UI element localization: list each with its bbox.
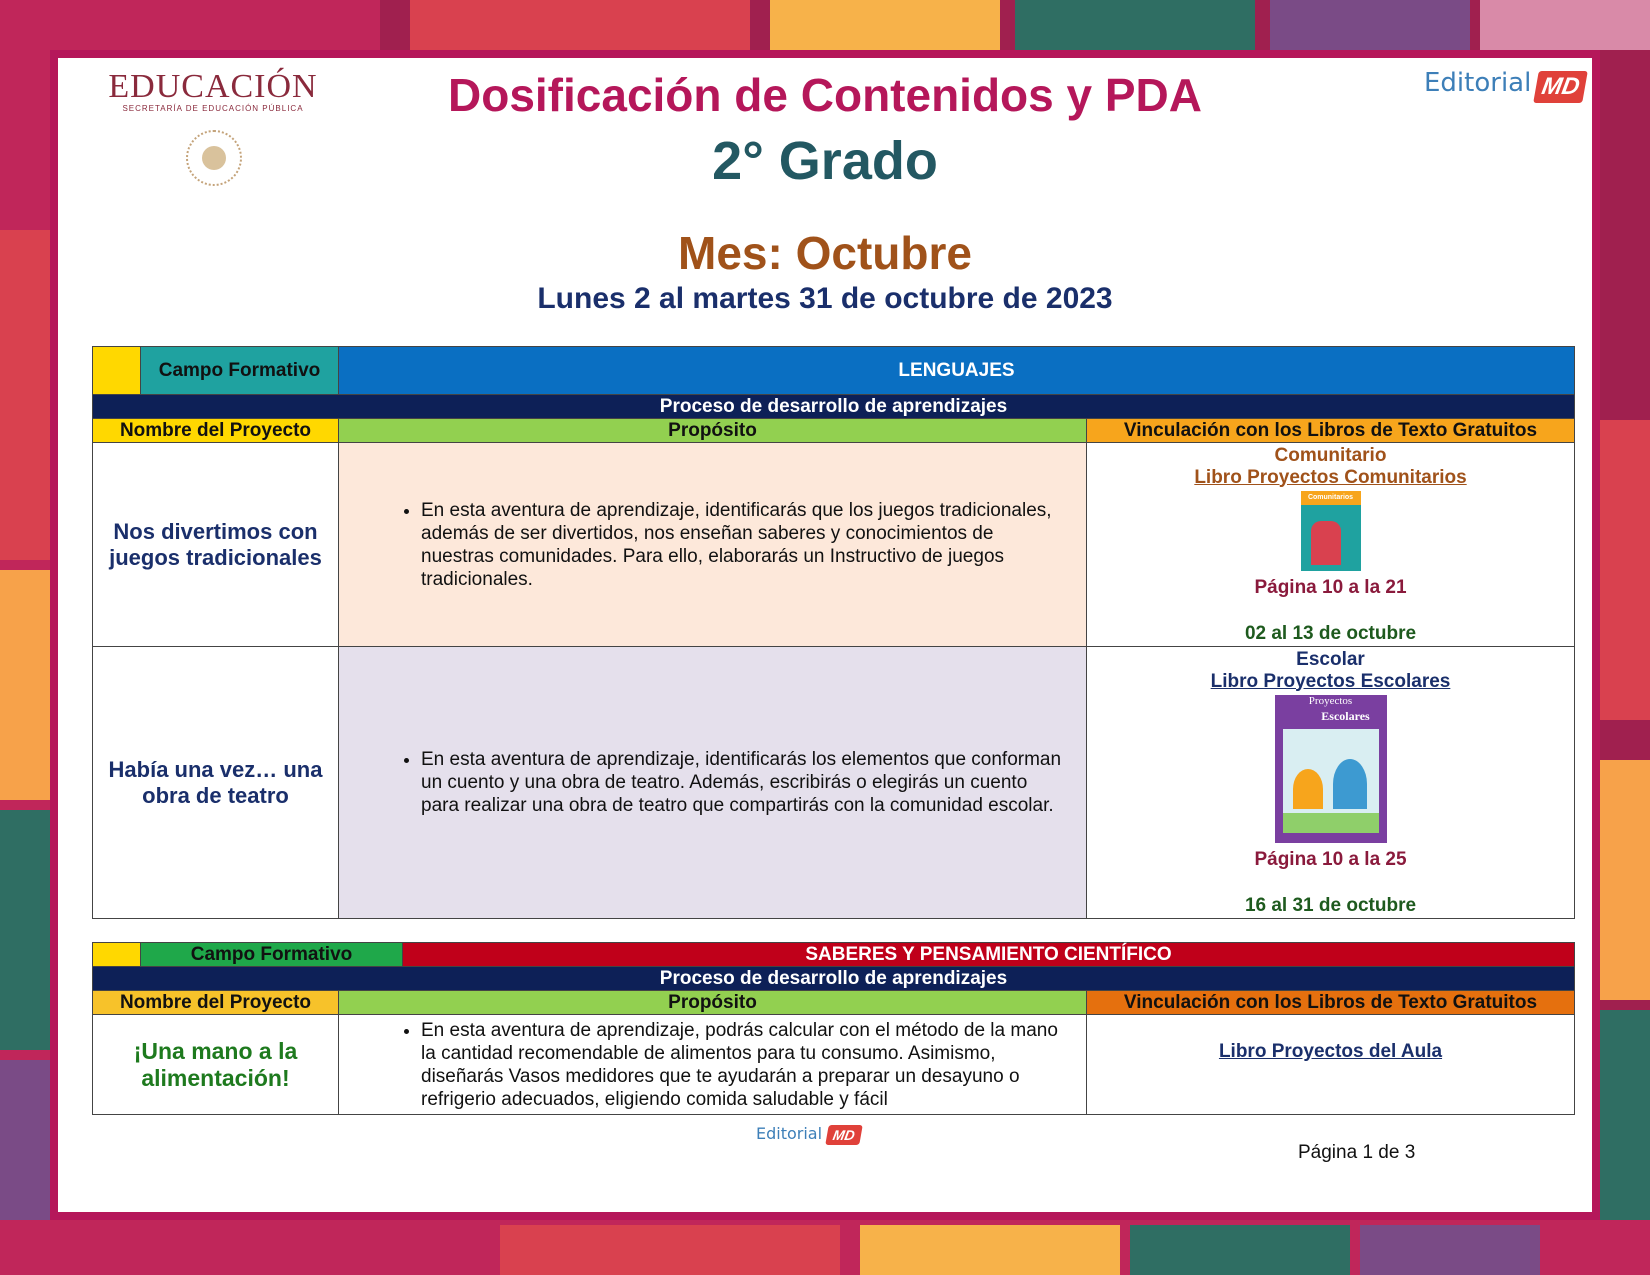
month-heading: Mes: Octubre (678, 227, 972, 279)
editorial-logo-text: Editorial (1424, 68, 1532, 98)
bg-block (0, 230, 50, 560)
col-purpose: Propósito (339, 419, 1087, 443)
bg-block (0, 810, 50, 1050)
purpose-cell (339, 647, 1087, 919)
col-project-name: Nombre del Proyecto (93, 991, 339, 1015)
process-header: Proceso de desarrollo de aprendizajes (93, 395, 1575, 419)
grade-heading: 2° Grado (712, 131, 938, 191)
cover-illustration (1283, 729, 1379, 833)
cover-illustration (1311, 521, 1341, 565)
book-period: 02 al 13 de octubre (1244, 622, 1417, 644)
purpose-text: • En esta aventura de aprendizaje, identificarás que los juegos tradicionales, además de ser divertidos, nos enseñan saberes y conocimientos de nuestras comunidades. Para ello, elaborarás un Instructivo de juegos tradicionales. (421, 499, 1062, 591)
book-link-cell (1087, 443, 1575, 647)
project-name: Había una vez… una obra de teatro (93, 647, 339, 919)
purpose-cell (339, 1015, 1087, 1115)
bg-block (1015, 0, 1255, 50)
project-name: Nos divertimos con juegos tradicionales (93, 443, 339, 647)
book-cover-comunitarios (1301, 491, 1361, 571)
bg-block (1600, 760, 1650, 1000)
yellow-cell (93, 347, 141, 395)
table-row (93, 443, 1575, 647)
md-badge: MD (825, 1125, 862, 1145)
bg-block (0, 570, 50, 800)
project-name: ¡Una mano a la alimentación! (93, 1015, 339, 1115)
campo-formativo-value: LENGUAJES (339, 347, 1575, 395)
book-cover-escolares (1275, 695, 1387, 843)
process-header: Proceso de desarrollo de aprendizajes (93, 967, 1575, 991)
bg-block (410, 0, 750, 50)
date-range: Lunes 2 al martes 31 de octubre de 2023 (537, 282, 1113, 315)
purpose-cell (339, 443, 1087, 647)
cover-top: Proyectos (1308, 694, 1353, 707)
md-badge: MD (1533, 71, 1588, 103)
col-books: Vinculación con los Libros de Texto Gratuitos (1087, 419, 1575, 443)
campo-formativo-label: Campo Formativo (141, 347, 339, 395)
col-purpose: Propósito (339, 991, 1087, 1015)
col-project-name: Nombre del Proyecto (93, 419, 339, 443)
campo-formativo-value: SABERES Y PENSAMIENTO CIENTÍFICO (403, 943, 1575, 967)
bg-block (1480, 0, 1650, 50)
campo-formativo-label: Campo Formativo (141, 943, 403, 967)
col-books: Vinculación con los Libros de Texto Gratuitos (1087, 991, 1575, 1015)
scenario-label: Comunitario (1274, 444, 1387, 466)
bg-block (1360, 1225, 1540, 1275)
bg-block (1130, 1225, 1350, 1275)
table-row (93, 647, 1575, 919)
document-page (58, 58, 1592, 1212)
purpose-text: • En esta aventura de aprendizaje, podrás calcular con el método de la mano la cantidad recomendable de alimentos para tu consumo. Asimismo, diseñarás Vasos medidores que te ayudarán a preparar un desayuno o refrigerio adecuados, eligiendo comida saludable y fácil (421, 1019, 1062, 1111)
book-link-cell (1087, 1015, 1575, 1115)
bg-block (0, 0, 380, 50)
book-link[interactable]: Libro Proyectos Comunitarios (1194, 466, 1467, 488)
footer-editorial-logo (756, 1124, 860, 1145)
book-link[interactable]: Libro Proyectos Escolares (1210, 670, 1451, 692)
editorial-logo-text: Editorial (756, 1124, 823, 1143)
book-pages: Página 10 a la 25 (1254, 848, 1407, 870)
book-link-cell (1087, 647, 1575, 919)
bg-block (770, 0, 1000, 50)
page-title: Dosificación de Contenidos y PDA (448, 69, 1202, 121)
saberes-table (92, 942, 1575, 1115)
scenario-label: Escolar (1296, 648, 1365, 670)
sep-logo-subtext: SECRETARÍA DE EDUCACIÓN PÚBLICA (122, 104, 304, 113)
cover-title: Escolares (1321, 708, 1370, 723)
bg-block (500, 1225, 840, 1275)
sep-logo-text: EDUCACIÓN (108, 68, 318, 105)
book-link[interactable]: Libro Proyectos del Aula (1218, 1041, 1443, 1062)
book-pages: Página 10 a la 21 (1254, 576, 1407, 598)
yellow-cell (93, 943, 141, 967)
bg-block (1270, 0, 1470, 50)
bg-block (860, 1225, 1120, 1275)
lenguajes-table (92, 346, 1575, 919)
cover-title: Comunitarios (1301, 491, 1361, 505)
page-number: Página 1 de 3 (1298, 1142, 1416, 1163)
table-row (93, 1015, 1575, 1115)
bg-block (1600, 420, 1650, 720)
purpose-text: • En esta aventura de aprendizaje, identificarás los elementos que conforman un cuento y una obra de teatro. Además, escribirás o elegirás un cuento para realizar una obra de teatro que compartirás con la comunidad escolar. (421, 748, 1062, 817)
book-period: 16 al 31 de octubre (1244, 894, 1417, 916)
